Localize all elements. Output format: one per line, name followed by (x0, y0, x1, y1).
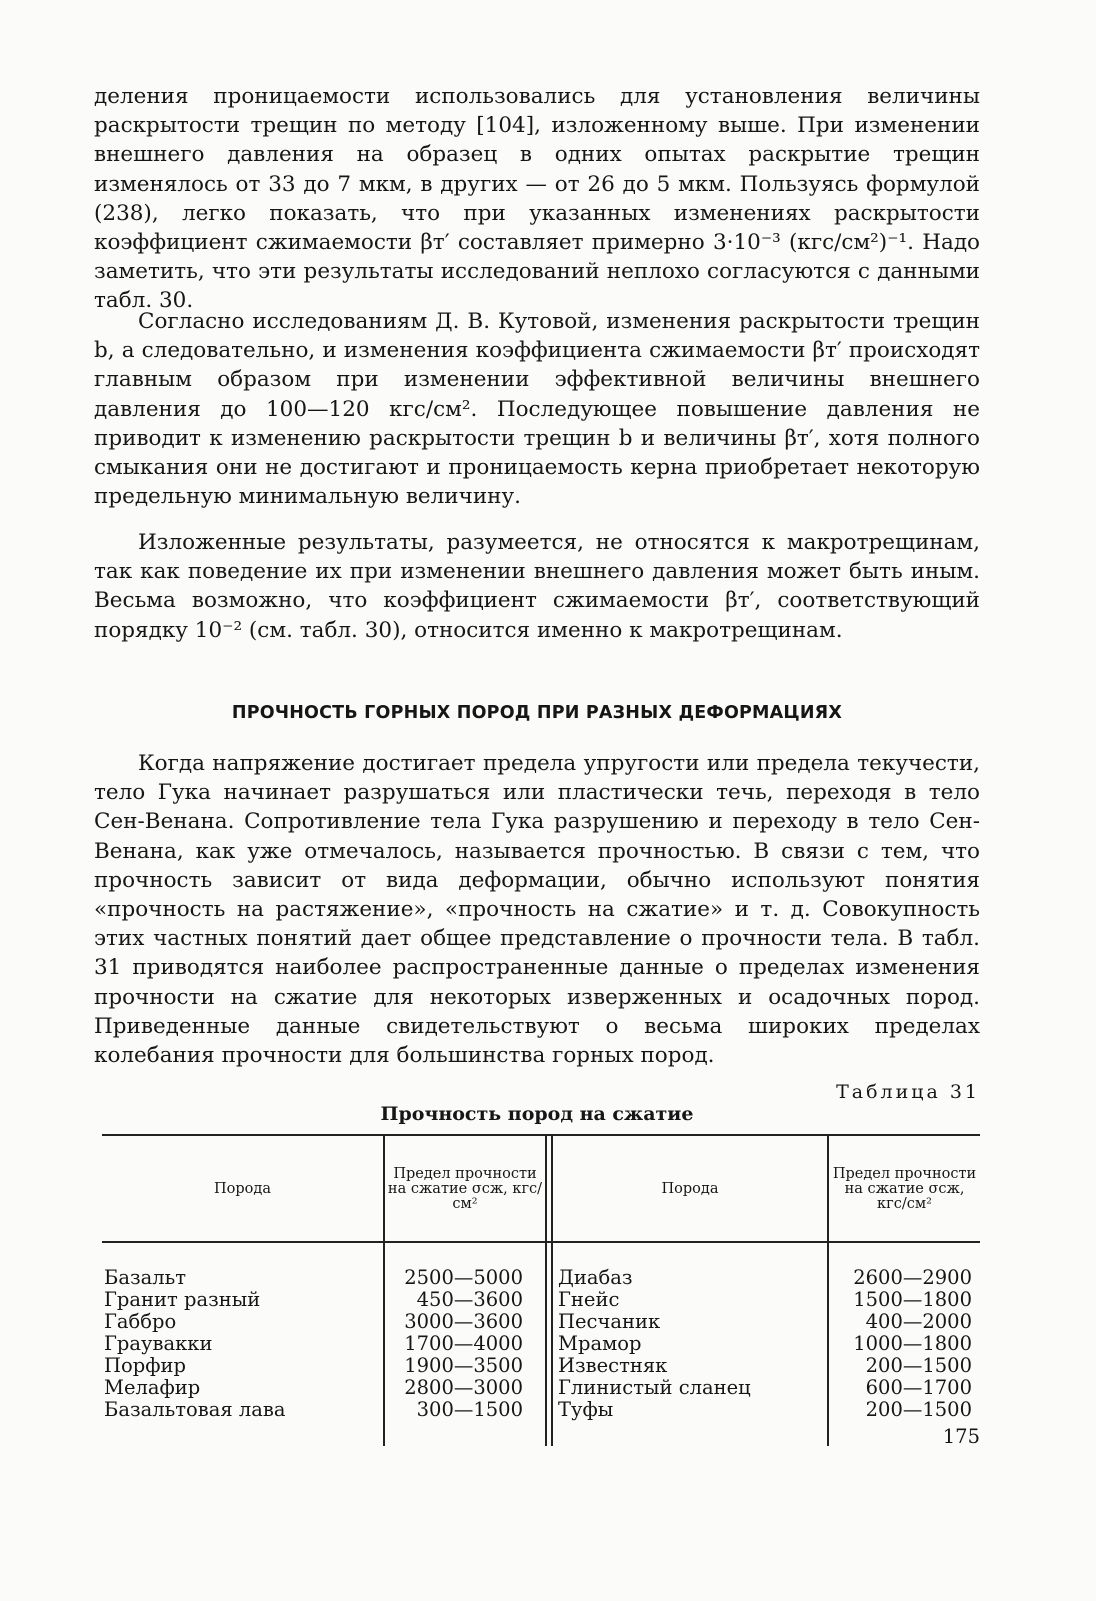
right-rock-names (558, 1267, 818, 1421)
table-cell: 1700—4000 (404, 1332, 523, 1355)
left-rock-names (104, 1267, 374, 1421)
header-limit-left: Предел прочности на сжатие σсж, кгс/см² (387, 1165, 543, 1212)
paragraph-2-text: Согласно исследованиям Д. В. Кутовой, изменения раскрытости трещин b, а следовательно, и изменения коэффициента сжимаемости βт′ происходят главным образом при изменении эффективной величины внешнего давления до 100—120 кгс/см². Последующее повышение давления не приводит к изменению раскрытости трещин b и величины βт′, хотя полного смыкания они не достигают и проницаемость керна приобретает некоторую предельную минимальную величину. (94, 309, 980, 510)
paragraph-2 (94, 307, 980, 511)
table-cell: 1000—1800 (853, 1332, 972, 1355)
table-cell: 1900—3500 (404, 1354, 523, 1377)
paragraph-1 (94, 82, 980, 316)
table-cell: Диабаз (558, 1266, 633, 1289)
table-cell: Габбро (104, 1310, 177, 1333)
table-cell: 400—2000 (865, 1310, 972, 1333)
paragraph-4 (94, 749, 980, 1070)
table-cell: Гранит разный (104, 1288, 261, 1311)
paragraph-4-text: Когда напряжение достигает предела упругости или предела текучести, тело Гука начинает разрушаться или пластически течь, переходя в тело Сен-Венана. Сопротивление тела Гука разрушению и переходу в тело Сен-Венана, как уже отмечалось, называется прочностью. В связи с тем, что прочность зависит от вида деформации, обычно используют понятия «прочность на растяжение», «прочность на сжатие» и т. д. Совокупность этих частных понятий дает общее представление о прочности тела. В табл. 31 приводятся наиболее распространенные данные о пределах изменения прочности на сжатие для некоторых изверженных и осадочных пород. Приведенные данные свидетельствуют о весьма широких пределах колебания прочности для большинства горных пород. (94, 751, 980, 1069)
header-rock-right: Порода (661, 1180, 719, 1197)
header-rock-left: Порода (214, 1180, 271, 1197)
page-number: 175 (942, 1425, 980, 1448)
left-strength-values (385, 1267, 523, 1421)
table-cell: 1500—1800 (853, 1288, 972, 1311)
header-limit-right: Предел прочности на сжатие σсж, кгс/см² (832, 1165, 977, 1212)
table-cell: 3000—3600 (404, 1310, 523, 1333)
table-cell: Порфир (104, 1354, 186, 1377)
table-cell: Базальт (104, 1266, 187, 1289)
table-cell: Базальтовая лава (104, 1398, 286, 1421)
table-cell: 2500—5000 (404, 1266, 523, 1289)
table-cell: Глинистый сланец (558, 1376, 751, 1399)
table-cell: 300—1500 (416, 1398, 523, 1421)
table-cell: 2800—3000 (404, 1376, 523, 1399)
table-cell: 200—1500 (865, 1398, 972, 1421)
table-cell: Мелафир (104, 1376, 201, 1399)
table-cell: Песчаник (558, 1310, 661, 1333)
strength-table (102, 1134, 980, 1446)
table-caption: Прочность пород на сжатие (380, 1103, 694, 1125)
table-cell: 200—1500 (865, 1354, 972, 1377)
table-header-rule (102, 1241, 980, 1243)
table-cell: Известняк (558, 1354, 668, 1377)
paragraph-1-text: деления проницаемости использовались для установления величины раскрытости трещин по методу [104], изложенному выше. При изменении внешнего давления на образец в одних опытах раскрытие трещин изменялось от 33 до 7 мкм, в других — от 26 до 5 мкм. Пользуясь формулой (238), легко показать, что при указанных изменениях раскрытости коэффициент сжимаемости βт′ составляет примерно 3·10⁻³ (кгс/см²)⁻¹. Надо заметить, что эти результаты исследований неплохо согласуются с данными табл. 30. (94, 84, 980, 314)
table-top-rule (102, 1134, 980, 1136)
table-cell: Гнейс (558, 1288, 620, 1311)
table-cell: 2600—2900 (853, 1266, 972, 1289)
table-cell: Туфы (558, 1398, 614, 1421)
paragraph-3 (94, 528, 980, 645)
table-double-divider-left (545, 1134, 547, 1446)
table-cell: Мрамор (558, 1332, 642, 1355)
right-strength-values (829, 1267, 972, 1421)
table-cell: 600—1700 (865, 1376, 972, 1399)
table-cell: Граувакки (104, 1332, 213, 1355)
paragraph-3-text: Изложенные результаты, разумеется, не относятся к макротрещинам, так как поведение их при изменении внешнего давления может быть иным. Весьма возможно, что коэффициент сжимаемости βт′, соответствующий порядку 10⁻² (см. табл. 30), относится именно к макротрещинам. (94, 530, 980, 643)
table-cell: 450—3600 (416, 1288, 523, 1311)
section-heading: ПРОЧНОСТЬ ГОРНЫХ ПОРОД ПРИ РАЗНЫХ ДЕФОРМАЦИЯХ (231, 703, 843, 723)
table-label: Таблица 31 (836, 1081, 980, 1103)
